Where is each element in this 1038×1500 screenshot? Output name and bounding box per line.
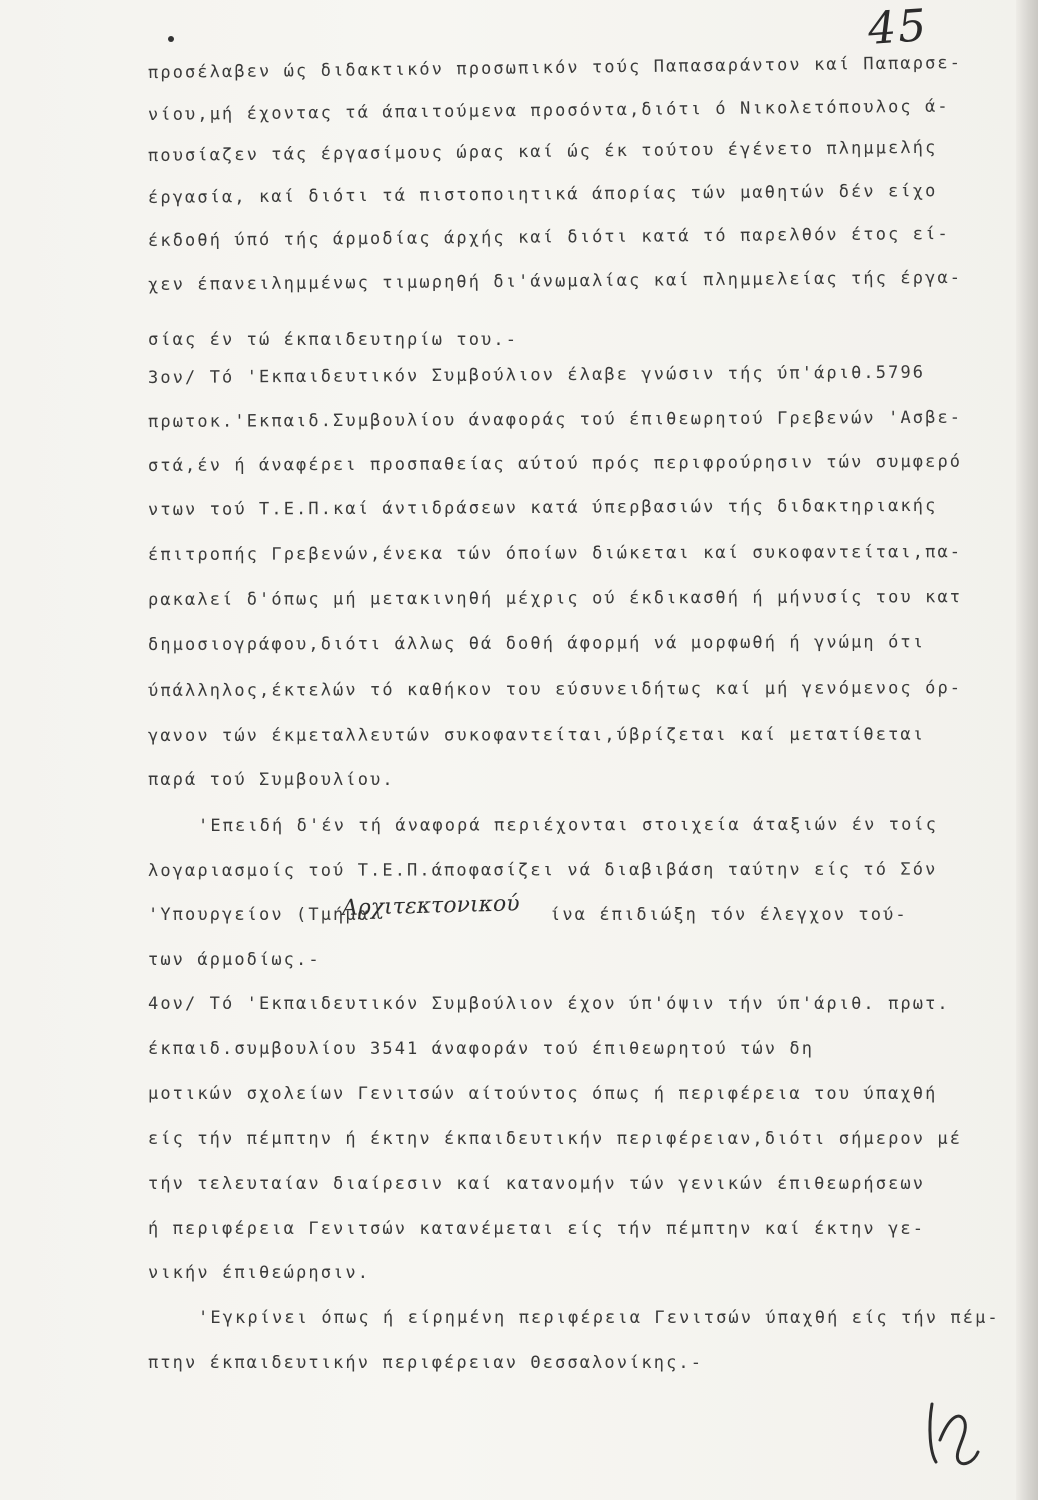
text-line: έπιτροπής Γρεβενών,ένεκα τών όποίων διώκεται καί συκοφαντείται,πα- (147, 542, 963, 565)
handwritten-insert: Αρχιτεκτονικού (341, 891, 520, 921)
text-line: έργασία, καί διότι τά πιστοποιητικά άπορίας τών μαθητών δέν είχο (147, 181, 938, 208)
text-line: των άρμοδίως.- (148, 950, 321, 970)
text-line: έκπαιδ.συμβουλίου 3541 άναφοράν τού έπιθεωρητού τών δη (148, 1039, 815, 1059)
text-line: έκδοθή ύπό τής άρμοδίας άρχής καί διότι κατά τό παρελθόν έτος εί- (147, 224, 950, 251)
text-line: 'Υπουργείον (Τμήμα (148, 905, 371, 925)
text-line: προσέλαβεν ώς διδακτικόν προσωπικόν τούς Παπασαράντον καί Παπαρσε- (147, 53, 963, 83)
page-edge-shadow (1016, 0, 1038, 1500)
text-line: μοτικών σχολείων Γενιτσών αίτούντος όπως ή περιφέρεια του ύπαχθή (148, 1084, 938, 1104)
section-3-heading: 3ον/ Τό 'Εκπαιδευτικόν Συμβούλιον έλαβε γνώσιν τής ύπ'άριθ.5796 (147, 362, 926, 388)
text-line: στά,έν ή άναφέρει προσπαθείας αύτού πρός περιφρούρησιν τών συμφερό (147, 451, 963, 476)
text-line: 'Επειδή δ'έν τή άναφορά περιέχονται στοιχεία άταξιών έν τοίς (197, 814, 939, 836)
binding-mark (168, 36, 174, 42)
text-line: είς τήν πέμπτην ή έκτην έκπαιδευτικήν περιφέρειαν,διότι σήμερον μέ (148, 1129, 963, 1149)
text-line: πρωτοκ.'Εκπαιδ.Συμβουλίου άναφοράς τού έπιθεωρητού Γρεβενών 'Ασβε- (147, 407, 963, 432)
text-line: παρά τού Συμβουλίου. (148, 770, 395, 790)
text-line: ή περιφέρεια Γενιτσών κατανέμεται είς τήν πέμπτην καί έκτην γε- (148, 1219, 926, 1239)
text-line: 'Εγκρίνει όπως ή είρημένη περιφέρεια Γενιτσών ύπαχθή είς τήν πέμ- (198, 1308, 1000, 1328)
text-line: χεν έπανειλημμένως τιμωρηθή δι'άνωμαλίας καί πλημμελείας τής έργα- (147, 267, 963, 295)
section-4-heading: 4ον/ Τό 'Εκπαιδευτικόν Συμβούλιον έχον ύπ'όψιν τήν ύπ'άριθ. πρωτ. (148, 994, 950, 1014)
text-line: δημοσιογράφου,διότι άλλως θά δοθή άφορμή νά μορφωθή ή γνώμη ότι (147, 632, 926, 655)
folio-number: 45 (866, 0, 930, 56)
text-line: ύπάλληλος,έκτελών τό καθήκον του εύσυνειδήτως καί μή γενόμενος όρ- (147, 678, 963, 701)
signature-mark (918, 1380, 988, 1470)
text-line: πτην έκπαιδευτικήν περιφέρειαν Θεσσαλονίκης.- (148, 1353, 704, 1373)
text-line: ντων τού Τ.Ε.Π.καί άντιδράσεων κατά ύπερβασιών τής διδακτηριακής (147, 495, 938, 520)
text-line: νίου,μή έχοντας τά άπαιτούμενα προσόντα,διότι ό Νικολετόπουλος ά- (147, 96, 950, 125)
text-line: ρακαλεί δ'όπως μή μετακινηθή μέχρις ού έκδικασθή ή μήνυσίς του κατ (147, 587, 963, 610)
text-line: σίας έν τώ έκπαιδευτηρίω του.- (148, 330, 519, 350)
text-line: τήν τελευταίαν διαίρεσιν καί κατανομήν τών γενικών έπιθεωρήσεων (148, 1174, 926, 1194)
text-line: πουσίαζεν τάς έργασίμους ώρας καί ώς έκ τούτου έγένετο πλημμελής (147, 137, 938, 166)
text-line: νικήν έπιθεώρησιν. (148, 1263, 371, 1283)
text-line: λογαριασμοίς τού Τ.Ε.Π.άποφασίζει νά διαβιβάση ταύτην είς τό Σόν (147, 859, 938, 881)
text-line: γανον τών έκμεταλλευτών συκοφαντείται,ύβρίζεται καί μετατίθεται (147, 724, 926, 746)
text-line: ίνα έπιδιώξη τόν έλεγχον τού- (550, 905, 908, 925)
